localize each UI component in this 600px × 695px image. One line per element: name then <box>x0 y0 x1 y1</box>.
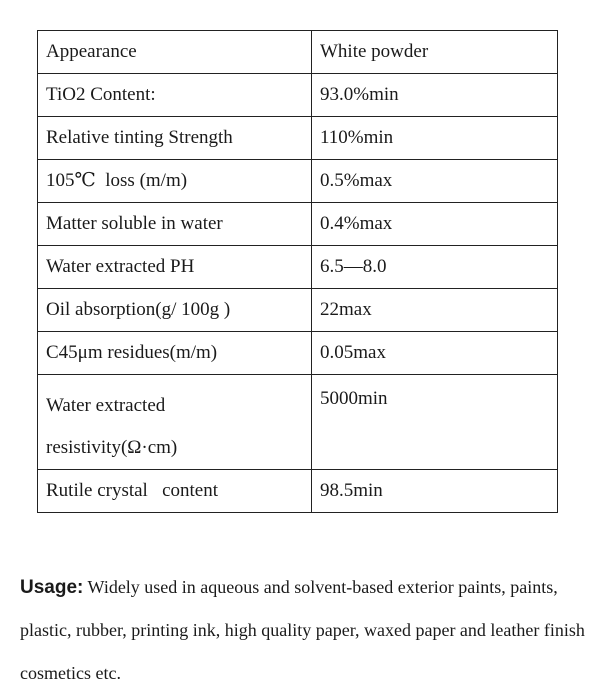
table-row <box>38 203 558 246</box>
table-row <box>38 31 558 74</box>
table-row <box>38 289 558 332</box>
property-cell: C45μm residues(m/m) <box>38 332 312 375</box>
table-row <box>38 74 558 117</box>
property-cell: Rutile crystal content <box>38 470 312 513</box>
property-cell: 105℃ loss (m/m) <box>38 160 312 203</box>
value-cell: White powder <box>312 31 558 74</box>
property-cell: Relative tinting Strength <box>38 117 312 160</box>
value-cell: 0.05max <box>312 332 558 375</box>
property-cell: Water extracted PH <box>38 246 312 289</box>
value-cell: 22max <box>312 289 558 332</box>
property-cell: Appearance <box>38 31 312 74</box>
table-row <box>38 160 558 203</box>
usage-text: Widely used in aqueous and solvent-based exterior paints, paints, plastic, rubber, printing ink, high quality paper, waxed paper and leather finish cosmetics etc. <box>20 577 585 683</box>
property-cell: Oil absorption(g/ 100g ) <box>38 289 312 332</box>
property-cell: Matter soluble in water <box>38 203 312 246</box>
table-row <box>38 470 558 513</box>
specification-table <box>37 30 558 513</box>
property-cell: TiO2 Content: <box>38 74 312 117</box>
value-cell: 98.5min <box>312 470 558 513</box>
table-row <box>38 117 558 160</box>
value-cell: 6.5—8.0 <box>312 246 558 289</box>
usage-label: Usage: <box>20 577 84 598</box>
value-cell: 0.4%max <box>312 203 558 246</box>
table-row <box>38 246 558 289</box>
usage-paragraph <box>20 566 586 695</box>
value-cell: 110%min <box>312 117 558 160</box>
property-cell: Water extracted resistivity(Ω·cm) <box>38 375 312 470</box>
value-cell: 5000min <box>312 375 558 470</box>
table-row <box>38 332 558 375</box>
value-cell: 0.5%max <box>312 160 558 203</box>
table-row <box>38 375 558 470</box>
value-cell: 93.0%min <box>312 74 558 117</box>
